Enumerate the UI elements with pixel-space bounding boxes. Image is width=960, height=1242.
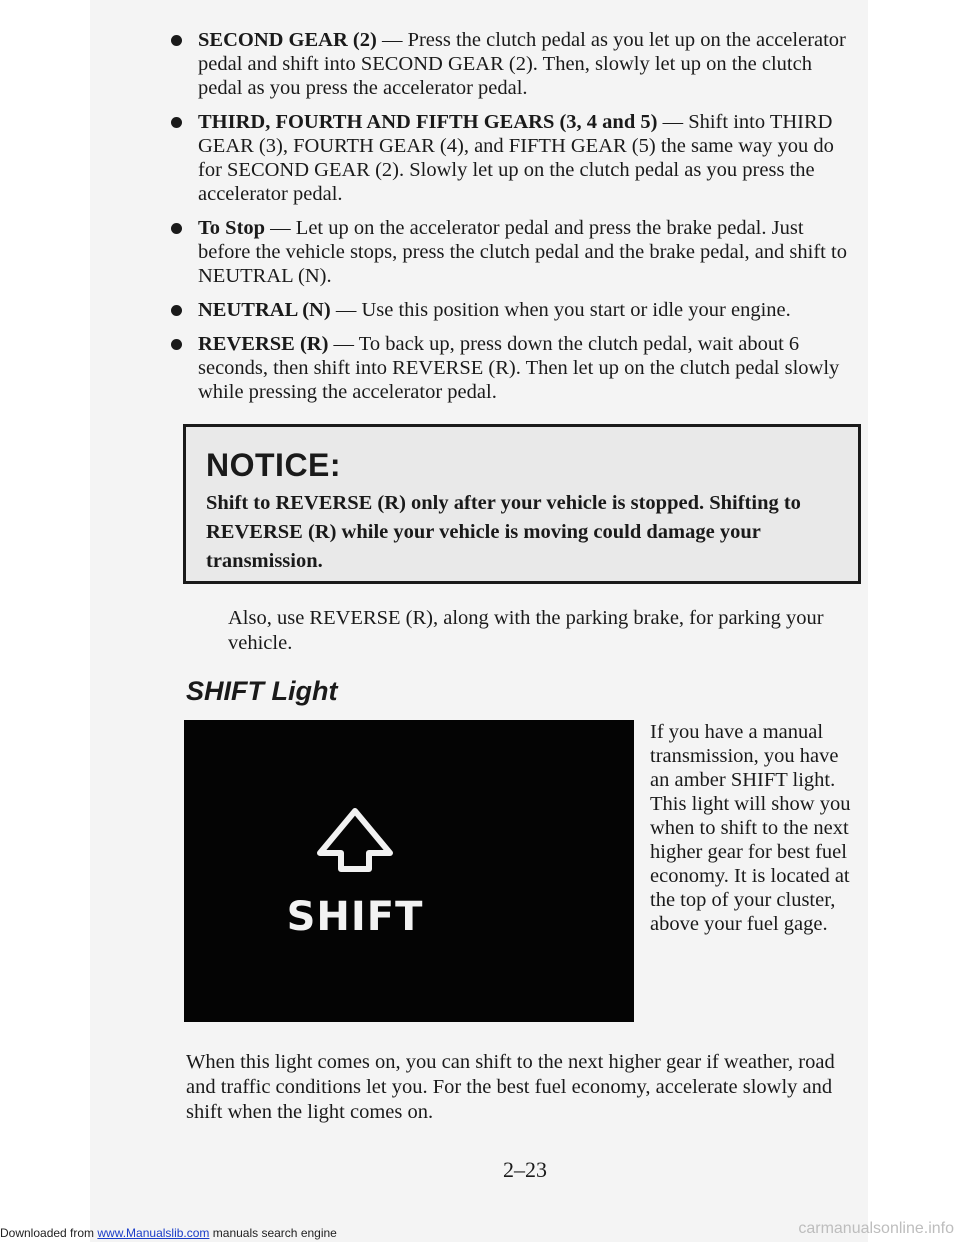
list-item [198, 216, 858, 288]
notice-box [183, 424, 861, 584]
list-item [198, 28, 858, 100]
manualslib-link[interactable]: www.Manualslib.com [97, 1226, 210, 1240]
list-item [198, 110, 858, 206]
page-number: 2–23 [503, 1157, 547, 1182]
list-item [198, 332, 858, 404]
bullet-icon [171, 117, 182, 128]
up-arrow-icon [312, 804, 398, 882]
bullet-icon [171, 305, 182, 316]
footer-prefix: Downloaded from [0, 1226, 98, 1240]
bullet-term: SECOND GEAR (2) [198, 29, 377, 51]
bullet-icon [171, 339, 182, 350]
bullet-icon [171, 35, 182, 46]
download-footer [0, 1226, 337, 1240]
reverse-parking-paragraph: Also, use REVERSE (R), along with the parking brake, for parking your vehicle. [228, 607, 824, 654]
notice-title: NOTICE: [206, 447, 342, 483]
bullet-text: — Let up on the accelerator pedal and press the brake pedal. Just before the vehicle stops, press the clutch pedal and the brake pedal, and shift to NEUTRAL (N). [198, 217, 847, 287]
bullet-term: NEUTRAL (N) [198, 299, 331, 321]
watermark-text: carmanualsonline.info [798, 1220, 954, 1237]
notice-text: Shift to REVERSE (R) only after your vehicle is stopped. Shifting to REVERSE (R) while your vehicle is moving could damage your transmission. [206, 492, 801, 572]
list-item [198, 298, 858, 322]
bullet-term: THIRD, FOURTH AND FIFTH GEARS (3, 4 and 5) [198, 111, 658, 133]
footer-suffix: manuals search engine [209, 1226, 337, 1240]
section-heading: SHIFT Light [186, 676, 338, 706]
bullet-text: — To back up, press down the clutch pedal, wait about 6 seconds, then shift into REVERSE (R). Then let up on the clutch pedal slowly while pressing the accelerator pedal. [198, 333, 840, 403]
shift-light-image [184, 720, 634, 1022]
shift-label: SHIFT [286, 894, 424, 940]
bullet-icon [171, 223, 182, 234]
bullet-term: REVERSE (R) [198, 333, 329, 355]
gear-instructions-list [198, 28, 858, 414]
bullet-term: To Stop [198, 217, 266, 239]
bullet-text: — Shift into THIRD GEAR (3), FOURTH GEAR (4), and FIFTH GEAR (5) the same way you do for SECOND GEAR (2). Slowly let up on the clutch pedal as you press the accelerator pedal. [198, 111, 834, 205]
bullet-text: — Use this position when you start or idle your engine. [330, 299, 791, 321]
bullet-text: — Press the clutch pedal as you let up on the accelerator pedal and shift into SECOND GEAR (2). Then, slowly let up on the clutch pedal as you press the accelerator pedal. [198, 29, 846, 99]
shift-light-usage: When this light comes on, you can shift to the next higher gear if weather, road and traffic conditions let you. For the best fuel economy, accelerate slowly and shift when the light comes on. [186, 1051, 835, 1123]
shift-light-description: If you have a manual transmission, you have an amber SHIFT light. This light will show you when to shift to the next higher gear for best fuel economy. It is located at the top of your cluster, above your fuel gage. [650, 721, 851, 935]
